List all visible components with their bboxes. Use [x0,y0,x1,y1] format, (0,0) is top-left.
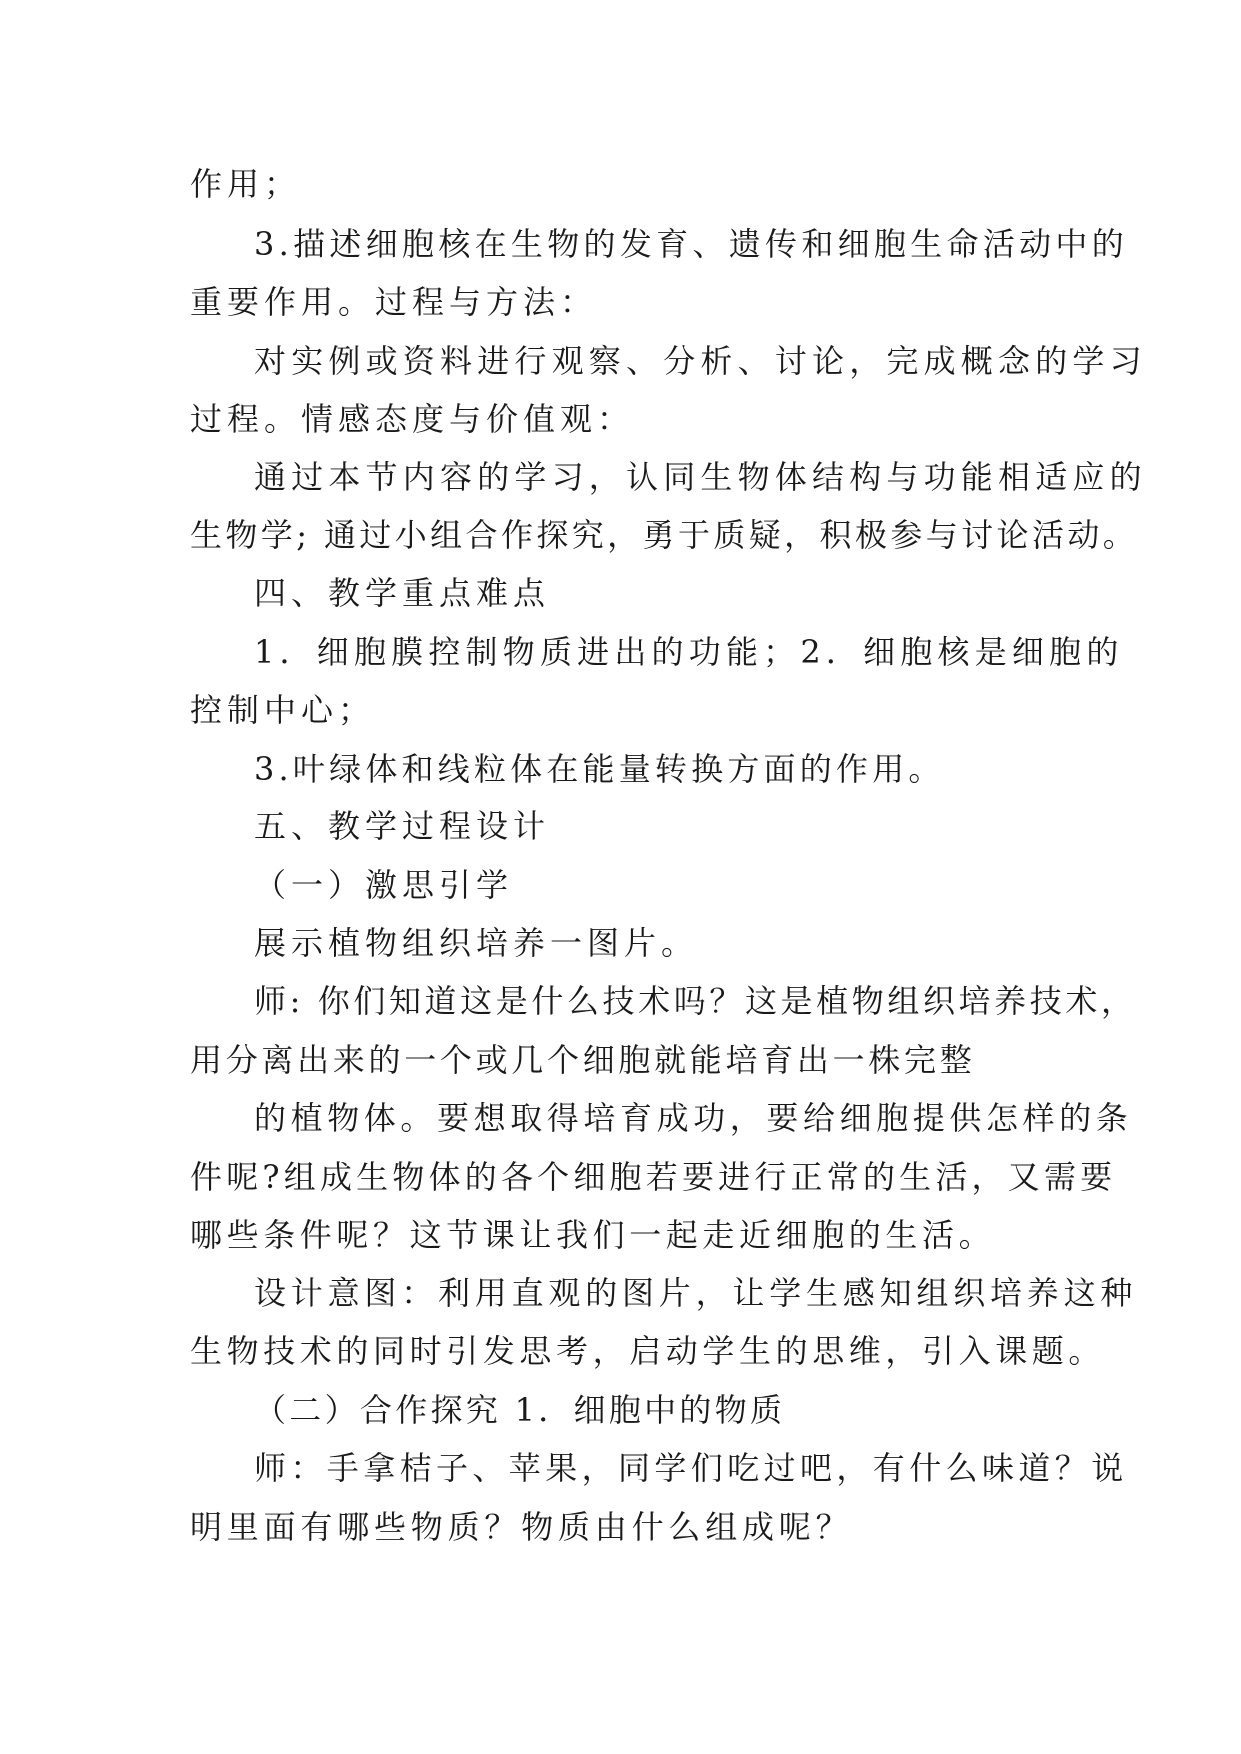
text-line: 师: 你们知道这是什么技术吗？这是植物组织培养技术， [254,982,1137,1020]
text-line: 用分离出来的一个或几个细胞就能培育出一株完整 [190,1041,976,1079]
text-line: 通过本节内容的学习，认同生物体结构与功能相适应的 [254,458,1147,496]
subsection-heading: （二）合作探究 1．细胞中的物质 [254,1391,786,1429]
text-line: 明里面有哪些物质？物质由什么组成呢？ [190,1508,853,1546]
text-line: 哪些条件呢？这节课让我们一起走近细胞的生活。 [190,1216,996,1254]
text-line: 师：手拿桔子、苹果，同学们吃过吧，有什么味道？说 [254,1449,1128,1487]
text-line: 的植物体。要想取得培育成功，要给细胞提供怎样的条 [254,1099,1133,1137]
text-line: 3.描述细胞核在生物的发育、遗传和细胞生命活动中的 [254,225,1129,263]
text-line: 3.叶绿体和线粒体在能量转换方面的作用。 [254,750,945,788]
text-line: 展示植物组织培养一图片。 [254,924,699,962]
text-line: 设计意图：利用直观的图片，让学生感知组织培养这种 [254,1274,1138,1312]
text-line: 生物技术的同时引发思考，启动学生的思维，引入课题。 [190,1332,1106,1370]
text-line: 件呢?组成生物体的各个细胞若要进行正常的生活，又需要 [190,1158,1117,1196]
subsection-heading: （一）激思引学 [254,866,514,904]
text-line: 重要作用。过程与方法： [190,283,598,321]
text-line: 过程。情感态度与价值观： [190,400,635,438]
text-line: 生物学; 通过小组合作探究，勇于质疑，积极参与讨论活动。 [190,516,1139,554]
section-heading: 五、教学过程设计 [254,807,551,845]
text-line: 对实例或资料进行观察、分析、讨论，完成概念的学习 [254,342,1147,380]
text-line: 1．细胞膜控制物质进出的功能；2．细胞核是细胞的 [254,633,1124,671]
text-line: 控制中心； [190,691,376,729]
section-heading: 四、教学重点难点 [254,574,551,612]
text-line: 作用； [190,165,302,203]
